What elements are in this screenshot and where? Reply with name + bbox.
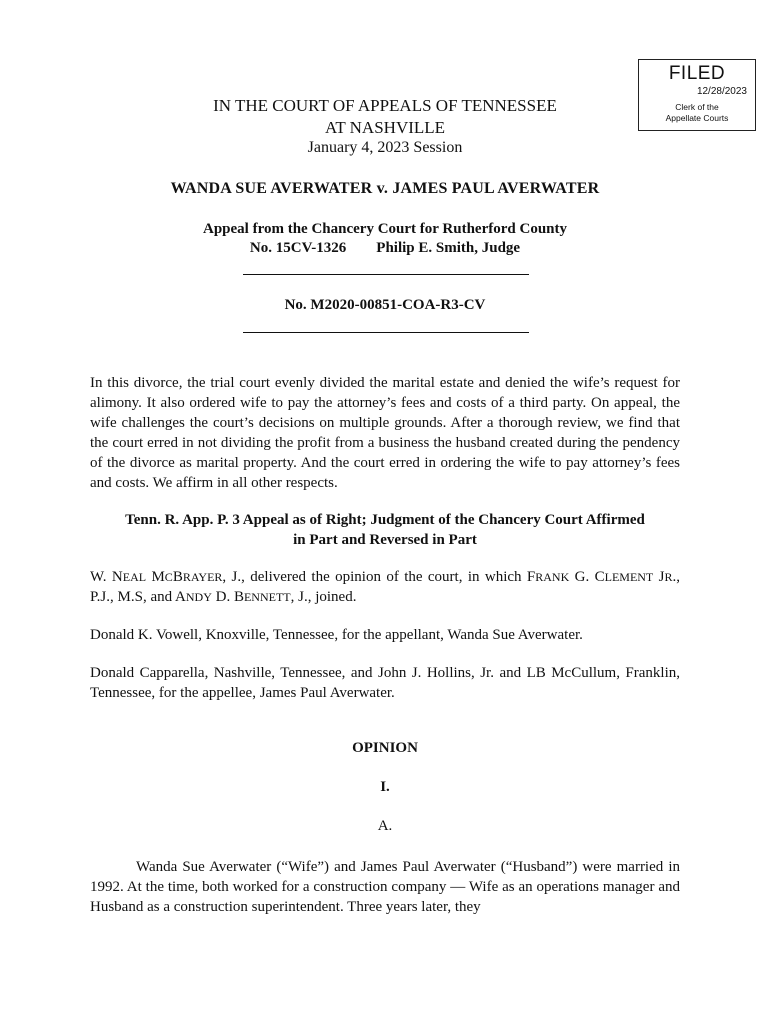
disposition-line-1: Tenn. R. App. P. 3 Appeal as of Right; Judgment of the Chancery Court Affirmed [125, 512, 645, 528]
session-date: January 4, 2023 Session [307, 139, 463, 156]
docket-number: No. M2020-00851-COA-R3-CV [284, 297, 486, 313]
counsel-appellant: Donald K. Vowell, Knoxville, Tennessee, for the appellant, Wanda Sue Averwater. [90, 627, 583, 643]
appellate-courts-label: Appellate Courts [665, 113, 729, 123]
case-and-judge-line [0, 239, 770, 258]
case-summary: In this divorce, the trial court evenly divided the marital estate and denied the wife’s request for alimony. It also ordered wife to pay the attorney’s fees and costs of a third party. On appeal, the wife challenges the court’s decisions on multiple grounds. After a thorough review, we find that the court erred in not dividing the profit from a business the husband created during the pendency of the divorce as marital property. And the court erred in ordering the wife to pay attorney’s fees and costs. We affirm in all other respects. [90, 375, 680, 491]
opinion-body: Wanda Sue Averwater (“Wife”) and James Paul Averwater (“Husband”) were married in 1992. At the time, both worked for a construction company — Wife as an operations manager and Husband as a construction superintendent. Three years later, they [90, 859, 680, 915]
court-name: IN THE COURT OF APPEALS OF TENNESSEE [213, 96, 557, 115]
disposition [0, 510, 770, 550]
lower-case-number: No. 15CV-1326 [249, 240, 347, 256]
court-location: AT NASHVILLE [324, 118, 446, 137]
divider-rule-bottom [243, 332, 529, 333]
appeal-info [0, 220, 770, 258]
section-heading: I. [380, 779, 390, 795]
case-caption: WANDA SUE AVERWATER v. JAMES PAUL AVERWATER [170, 180, 600, 197]
appeal-from-line: Appeal from the Chancery Court for Rutherford County [203, 221, 567, 237]
clerk-label: Clerk of the [675, 102, 719, 112]
filed-label: FILED [668, 63, 726, 84]
trial-judge: Philip E. Smith, Judge [376, 240, 521, 256]
subsection-heading: A. [377, 818, 393, 834]
divider-rule-top [243, 274, 529, 275]
opinion-title: OPINION [352, 740, 418, 756]
authoring-judges: W. NEAL MCBRAYER, J., delivered the opinion of the court, in which FRANK G. CLEMENT JR., P.J., M.S, and ANDY D. BENNETT, J., joined. [90, 569, 680, 605]
counsel-appellee: Donald Capparella, Nashville, Tennessee, and John J. Hollins, Jr. and LB McCullum, Franklin, Tennessee, for the appellee, James Paul Averwater. [90, 665, 680, 701]
filed-date: 12/28/2023 [696, 86, 747, 97]
disposition-line-2: in Part and Reversed in Part [293, 532, 477, 548]
court-heading [0, 95, 770, 139]
